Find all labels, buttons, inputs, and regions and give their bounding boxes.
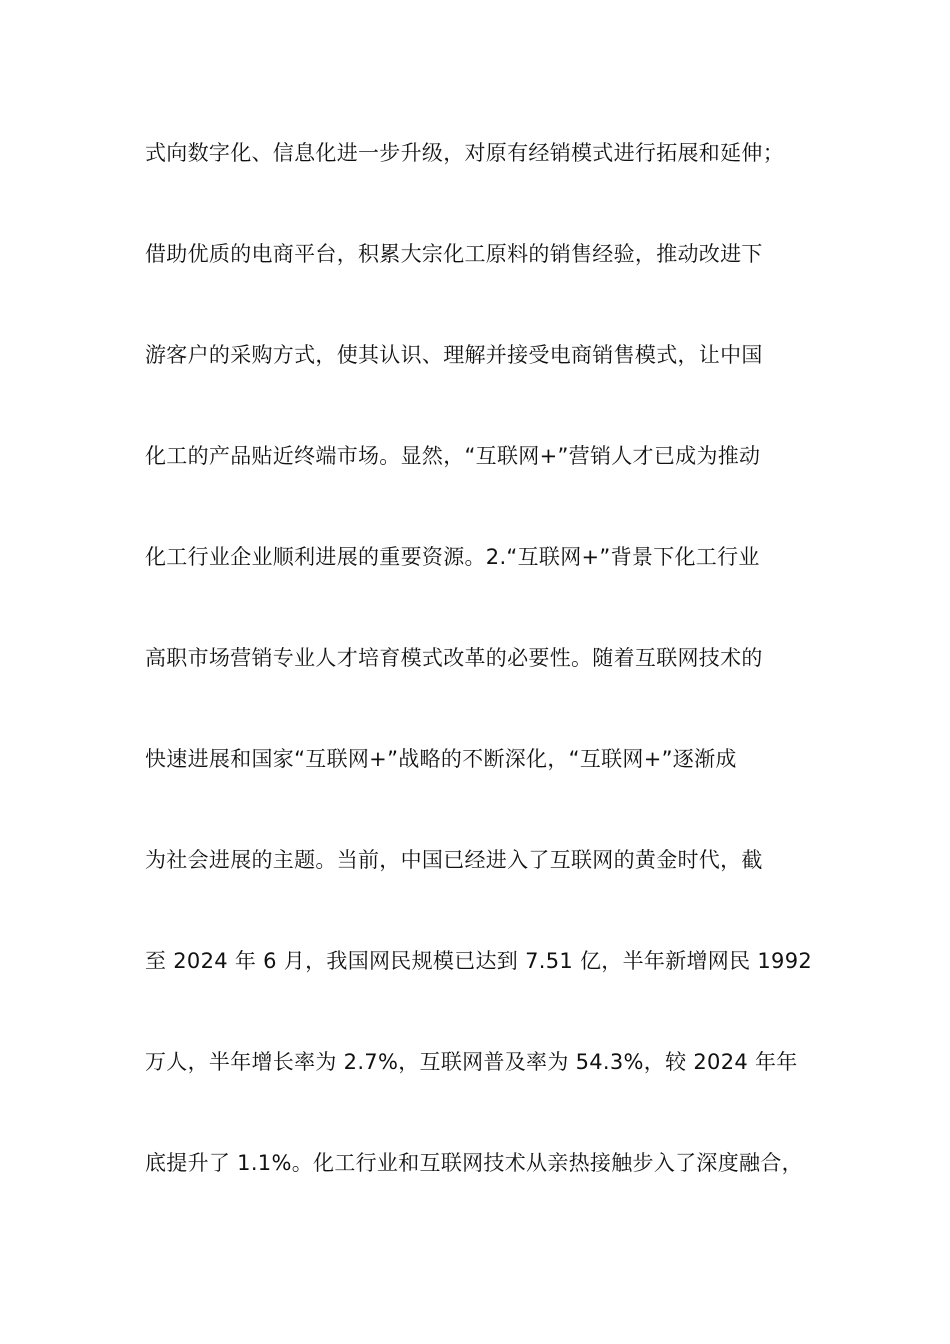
text-line-3: 游客户的采购方式，使其认识、理解并接受电商销售模式，让中国 <box>145 343 763 367</box>
body-text <box>145 133 825 1244</box>
text-line-5: 化工行业企业顺利进展的重要资源。2.“互联网+”背景下化工行业 <box>145 545 760 569</box>
text-line-10: 万人，半年增长率为 2.7%，互联网普及率为 54.3%，较 2024 年年 <box>145 1050 798 1074</box>
text-line-2: 借助优质的电商平台，积累大宗化工原料的销售经验，推动改进下 <box>145 242 763 266</box>
text-line-4: 化工的产品贴近终端市场。显然，“互联网+”营销人才已成为推动 <box>145 444 761 468</box>
text-line-8: 为社会进展的主题。当前，中国已经进入了互联网的黄金时代，截 <box>145 848 763 872</box>
text-line-11: 底提升了 1.1%。化工行业和互联网技术从亲热接触步入了深度融合， <box>145 1151 803 1175</box>
text-line-6: 高职市场营销专业人才培育模式改革的必要性。随着互联网技术的 <box>145 646 763 670</box>
text-line-1: 式向数字化、信息化进一步升级，对原有经销模式进行拓展和延伸； <box>145 141 784 165</box>
text-line-9: 至 2024 年 6 月，我国网民规模已达到 7.51 亿，半年新增网民 1992 <box>145 949 813 973</box>
text-line-7: 快速进展和国家“互联网+”战略的不断深化，“互联网+”逐渐成 <box>145 747 737 771</box>
